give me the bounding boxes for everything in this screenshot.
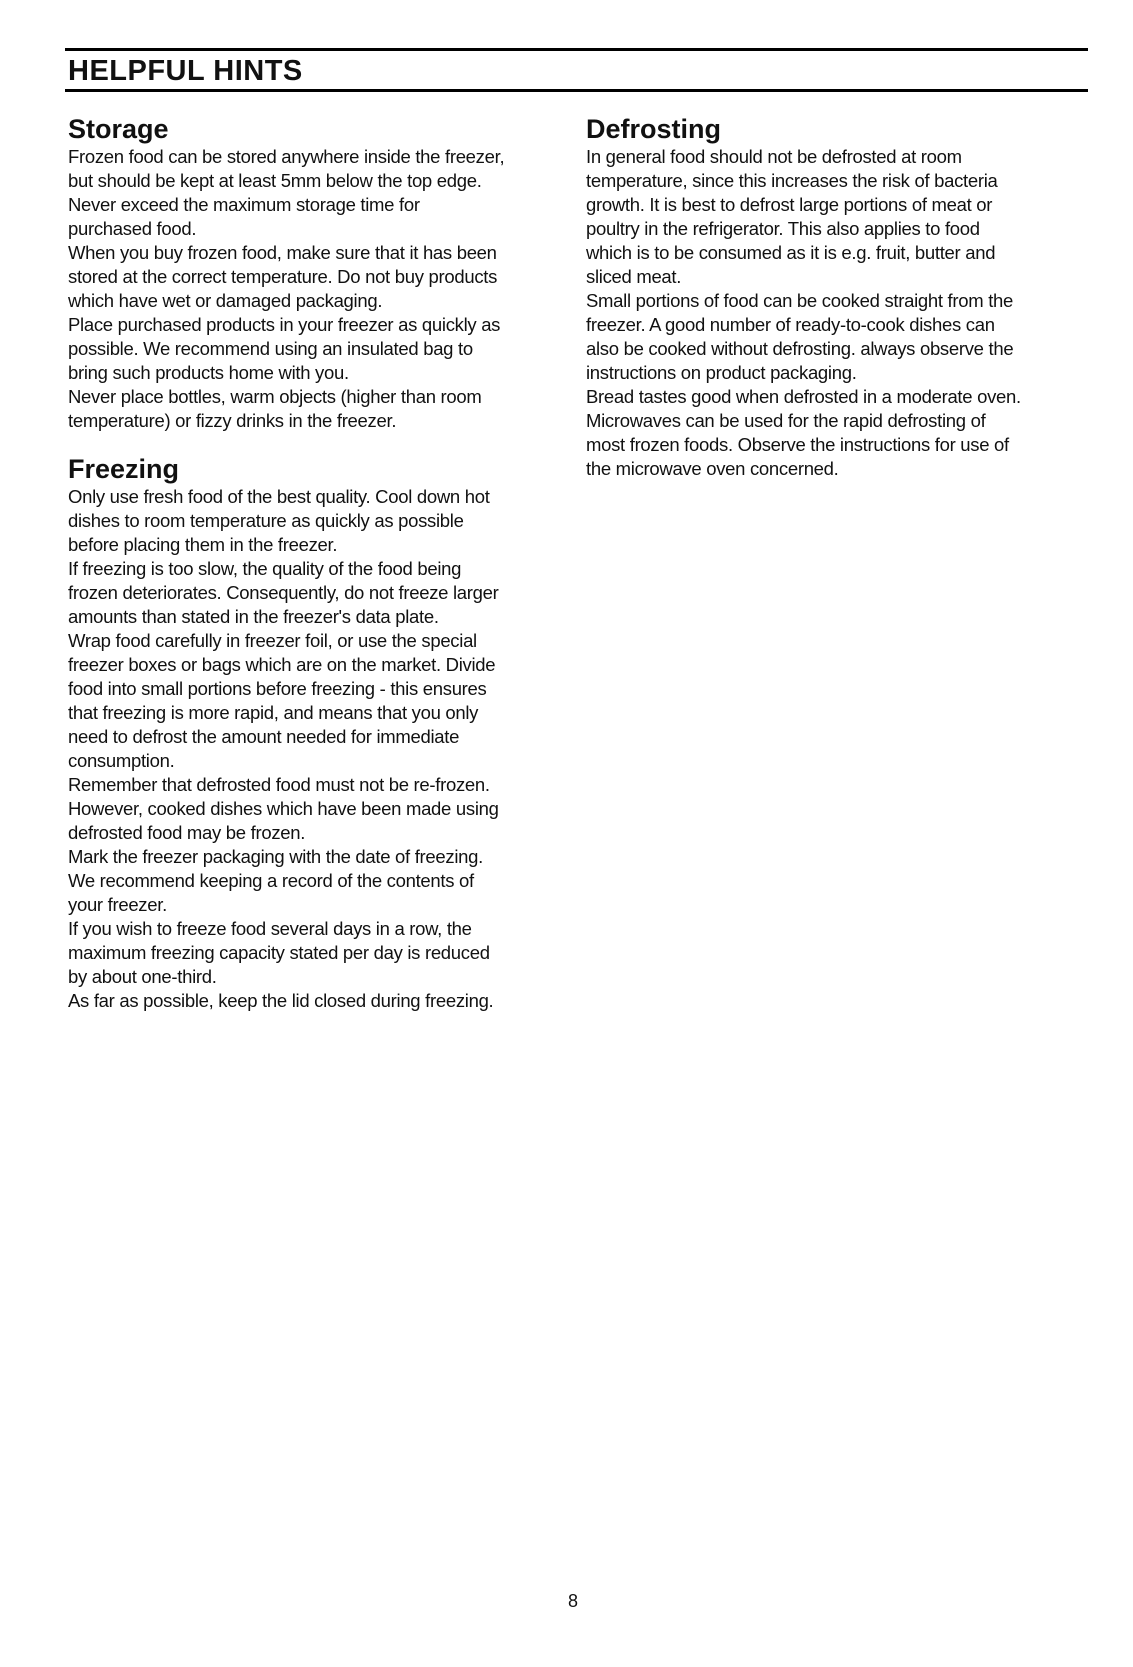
- freezing-line: Wrap food carefully in freezer foil, or use the special: [68, 630, 477, 651]
- defrosting-line: most frozen foods. Observe the instructions for use of: [586, 434, 1009, 455]
- freezing-line: food into small portions before freezing - this ensures: [68, 678, 487, 699]
- freezing-line: Only use fresh food of the best quality. Cool down hot: [68, 486, 490, 507]
- storage-line: which have wet or damaged packaging.: [68, 290, 383, 311]
- freezing-heading: Freezing: [68, 454, 180, 484]
- defrosting-line: Small portions of food can be cooked straight from the: [586, 290, 1014, 311]
- defrosting-line: In general food should not be defrosted at room: [586, 146, 962, 167]
- storage-line: Never place bottles, warm objects (higher than room: [68, 386, 482, 407]
- freezing-line: that freezing is more rapid, and means that you only: [68, 702, 479, 723]
- storage-line: possible. We recommend using an insulated bag to: [68, 338, 473, 359]
- defrosting-line: temperature, since this increases the risk of bacteria: [586, 170, 998, 191]
- freezing-line: If freezing is too slow, the quality of the food being: [68, 558, 462, 579]
- header-bottom-rule: [65, 89, 1088, 92]
- storage-line: bring such products home with you.: [68, 362, 349, 383]
- freezing-line: amounts than stated in the freezer's data plate.: [68, 606, 439, 627]
- storage-line: When you buy frozen food, make sure that it has been: [68, 242, 497, 263]
- defrosting-section: [586, 113, 1086, 481]
- defrosting-line: sliced meat.: [586, 266, 682, 287]
- freezing-line: maximum freezing capacity stated per day is reduced: [68, 942, 490, 963]
- storage-line: but should be kept at least 5mm below the top edge.: [68, 170, 482, 191]
- defrosting-line: Bread tastes good when defrosted in a moderate oven.: [586, 386, 1021, 407]
- freezing-line: defrosted food may be frozen.: [68, 822, 306, 843]
- storage-line: Frozen food can be stored anywhere inside the freezer,: [68, 146, 505, 167]
- storage-heading: Storage: [68, 114, 169, 144]
- page-title: HELPFUL HINTS: [68, 55, 303, 87]
- left-column: [68, 113, 568, 1013]
- freezing-line: consumption.: [68, 750, 175, 771]
- freezing-line: dishes to room temperature as quickly as possible: [68, 510, 464, 531]
- defrosting-line: Microwaves can be used for the rapid defrosting of: [586, 410, 986, 431]
- freezing-line: Mark the freezer packaging with the date of freezing.: [68, 846, 483, 867]
- storage-line: Never exceed the maximum storage time for: [68, 194, 420, 215]
- defrosting-line: which is to be consumed as it is e.g. fruit, butter and: [586, 242, 996, 263]
- defrosting-line: freezer. A good number of ready-to-cook dishes can: [586, 314, 995, 335]
- storage-line: stored at the correct temperature. Do not buy products: [68, 266, 498, 287]
- defrosting-line: also be cooked without defrosting. always observe the: [586, 338, 1014, 359]
- freezing-line: We recommend keeping a record of the contents of: [68, 870, 474, 891]
- freezing-line: need to defrost the amount needed for immediate: [68, 726, 460, 747]
- right-column: [586, 113, 1086, 481]
- freezing-section: [68, 453, 568, 1013]
- freezing-line: your freezer.: [68, 894, 167, 915]
- freezing-line: However, cooked dishes which have been made using: [68, 798, 499, 819]
- freezing-line: If you wish to freeze food several days in a row, the: [68, 918, 472, 939]
- defrosting-line: poultry in the refrigerator. This also applies to food: [586, 218, 980, 239]
- storage-line: Place purchased products in your freezer as quickly as: [68, 314, 501, 335]
- freezing-text: [68, 485, 568, 1013]
- freezing-line: freezer boxes or bags which are on the market. Divide: [68, 654, 496, 675]
- freezing-line: frozen deteriorates. Consequently, do not freeze larger: [68, 582, 499, 603]
- storage-line: purchased food.: [68, 218, 197, 239]
- freezing-line: As far as possible, keep the lid closed during freezing.: [68, 990, 494, 1011]
- storage-line: temperature) or fizzy drinks in the freezer.: [68, 410, 397, 431]
- defrosting-heading: Defrosting: [586, 114, 721, 144]
- page-number: 8: [568, 1591, 579, 1611]
- freezing-line: before placing them in the freezer.: [68, 534, 338, 555]
- defrosting-line: instructions on product packaging.: [586, 362, 857, 383]
- defrosting-line: the microwave oven concerned.: [586, 458, 839, 479]
- defrosting-text: [586, 145, 1086, 481]
- freezing-line: Remember that defrosted food must not be re-frozen.: [68, 774, 490, 795]
- freezing-line: by about one-third.: [68, 966, 217, 987]
- header-top-rule: [65, 48, 1088, 51]
- storage-section: [68, 113, 568, 433]
- storage-text: [68, 145, 568, 433]
- defrosting-line: growth. It is best to defrost large portions of meat or: [586, 194, 993, 215]
